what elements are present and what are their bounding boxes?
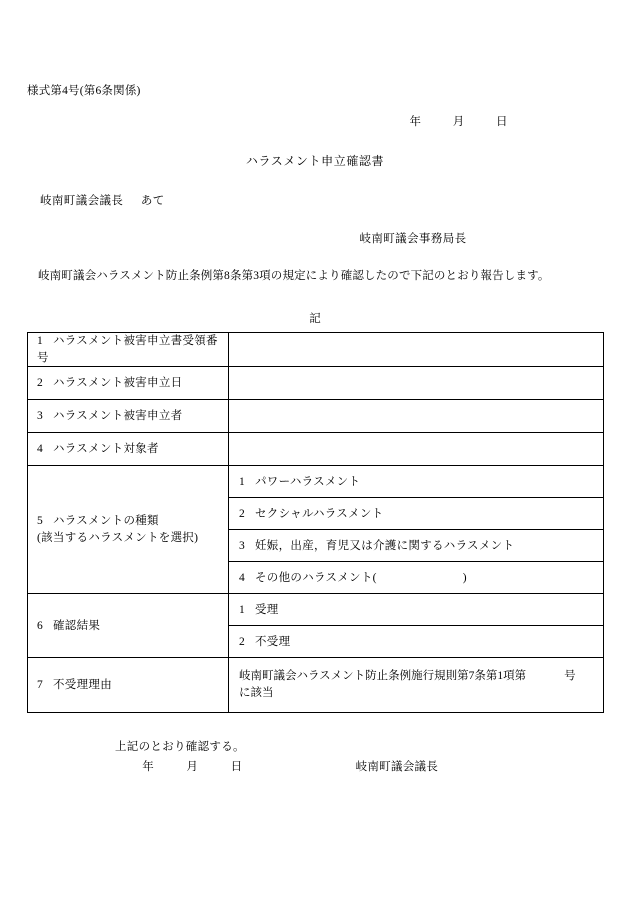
- header-date-line: [0, 113, 630, 129]
- result-option-text-2: 不受理: [255, 635, 291, 648]
- row-label-text-1: ハラスメント被害申立書受領番号: [37, 335, 218, 364]
- row-number-7: 7: [37, 679, 44, 691]
- harassment-option-number-3: 3: [239, 539, 246, 552]
- row-number-6: 6: [37, 619, 44, 632]
- addressee-suffix: あて: [140, 195, 165, 207]
- addressee-name: 岐南町議会議長: [40, 195, 124, 207]
- footer-date-and-signer: [115, 758, 630, 774]
- row-label-2: [28, 367, 229, 400]
- footer-date-year: 年: [142, 761, 154, 773]
- harassment-option-text-4-before: その他のハラスメント(: [255, 571, 377, 584]
- issuer-line: [0, 230, 630, 246]
- harassment-option-number-2: 2: [239, 507, 246, 520]
- body-sentence: 岐南町議会ハラスメント防止条例第8条第3項の規定により確認したので下記のとおり報告します。: [38, 270, 550, 282]
- row-label-text-6: 確認結果: [53, 619, 101, 632]
- row-label-6: [28, 594, 229, 658]
- row-value-2[interactable]: [229, 367, 604, 400]
- row-label-text-5: ハラスメントの種類: [53, 515, 159, 528]
- ki-mark: 記: [309, 313, 321, 325]
- row-label-5: [28, 466, 229, 594]
- row-number-3: 3: [37, 410, 44, 422]
- row-label-text-7: 不受理理由: [53, 679, 112, 691]
- result-option-number-1: 1: [239, 603, 246, 616]
- footer-confirmation: 上記のとおり確認する。: [115, 741, 245, 753]
- footer-date-day: 日: [230, 761, 243, 773]
- footer-date-month: 月: [186, 761, 199, 773]
- harassment-option-4[interactable]: [229, 562, 604, 594]
- row-number-1: 1: [37, 335, 44, 347]
- header-date-month: 月: [452, 116, 465, 128]
- harassment-option-1[interactable]: [229, 466, 604, 498]
- rejection-reason-value[interactable]: [229, 658, 604, 713]
- row-label-4: [28, 433, 229, 466]
- table-row: [28, 433, 603, 466]
- form-table: [27, 332, 604, 713]
- table-row: [28, 658, 603, 713]
- footer-signer: 岐南町議会議長: [355, 761, 439, 773]
- form-number: 様式第4号(第6条関係): [27, 85, 141, 97]
- header-date-day: 日: [496, 116, 508, 128]
- rejection-reason-unit: 号: [564, 670, 576, 683]
- harassment-option-text-4-after: ): [462, 571, 467, 584]
- table-row: [28, 367, 603, 400]
- row-label-3: [28, 400, 229, 433]
- harassment-option-2[interactable]: [229, 498, 604, 530]
- row-label-7: [28, 658, 229, 713]
- table-row: [28, 400, 603, 433]
- footer: [0, 738, 630, 774]
- result-option-text-1: 受理: [255, 603, 279, 616]
- harassment-option-text-2: セクシャルハラスメント: [255, 507, 384, 520]
- rejection-reason-text-before: 岐南町議会ハラスメント防止条例施行規則第7条第1項第: [239, 670, 527, 683]
- row-number-5: 5: [37, 515, 44, 528]
- harassment-option-3[interactable]: [229, 530, 604, 562]
- document-title: ハラスメント申立確認書: [245, 154, 385, 168]
- row-label-text-4: ハラスメント対象者: [53, 443, 159, 455]
- result-option-number-2: 2: [239, 635, 246, 648]
- row-label-text-2: ハラスメント被害申立日: [53, 377, 183, 389]
- row-number-4: 4: [37, 443, 44, 455]
- harassment-option-number-1: 1: [239, 475, 246, 488]
- table-row: [28, 333, 603, 367]
- result-option-1[interactable]: [229, 594, 604, 626]
- row-label-sub-5: (該当するハラスメントを選択): [37, 531, 199, 544]
- table-row: [28, 594, 603, 626]
- harassment-option-text-3: 妊娠，出産，育児又は介護に関するハラスメント: [255, 539, 515, 552]
- rejection-reason-text-after: に該当: [239, 687, 274, 700]
- table-row: [28, 466, 603, 498]
- row-value-3[interactable]: [229, 400, 604, 433]
- row-number-2: 2: [37, 377, 44, 389]
- addressee: [40, 192, 165, 208]
- row-label-1: [28, 333, 229, 367]
- row-value-4[interactable]: [229, 433, 604, 466]
- row-label-text-3: ハラスメント被害申立者: [53, 410, 183, 422]
- harassment-option-number-4: 4: [239, 571, 246, 584]
- header-date-year: 年: [409, 116, 421, 128]
- harassment-option-text-1: パワーハラスメント: [255, 475, 361, 488]
- result-option-2[interactable]: [229, 626, 604, 658]
- issuer-name: 岐南町議会事務局長: [359, 233, 467, 245]
- row-value-1[interactable]: [229, 333, 604, 367]
